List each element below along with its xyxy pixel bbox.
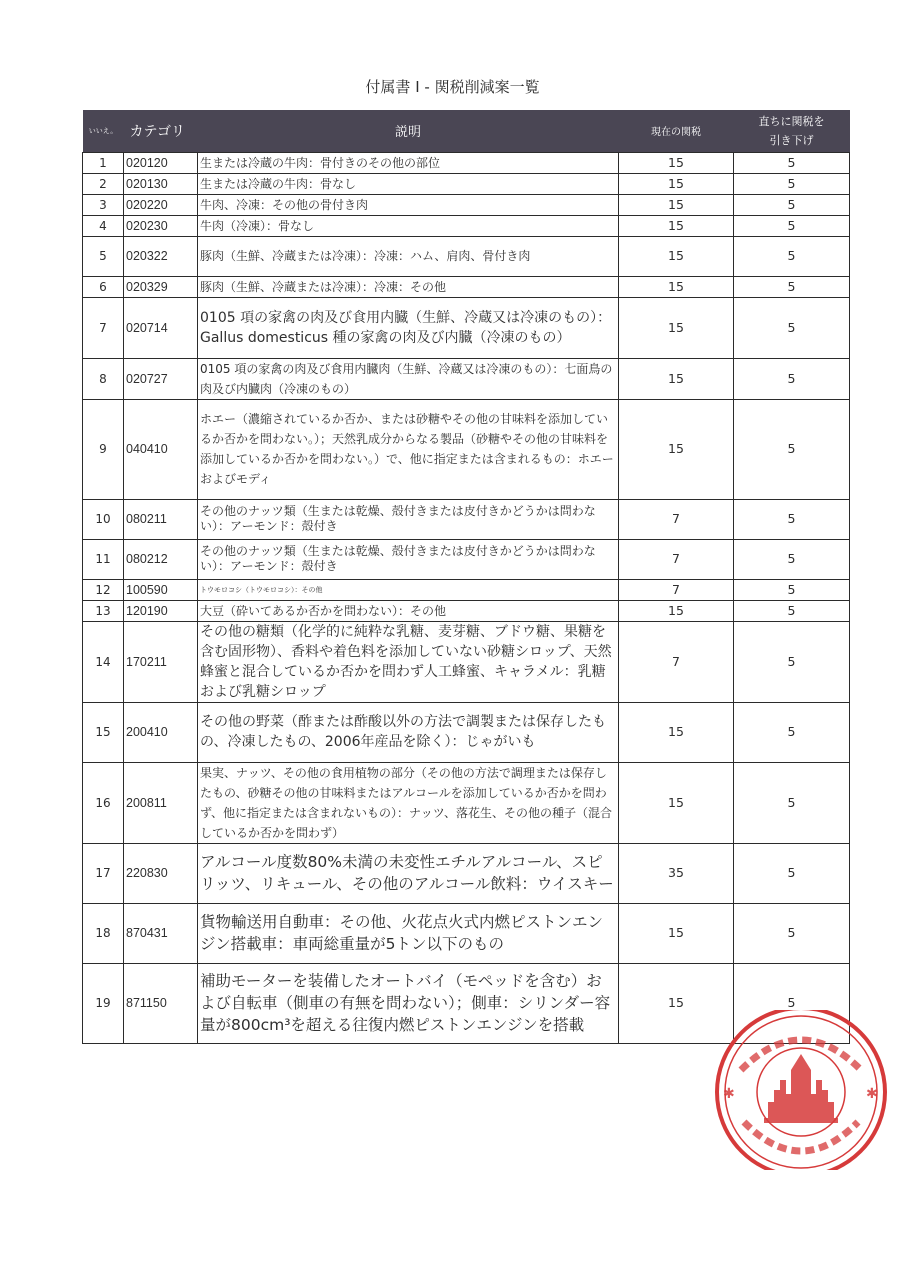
table-row — [83, 276, 850, 297]
row-description: 果実、ナッツ、その他の食用植物の部分（その他の方法で調理または保存したもの、砂糖その他の甘味料またはアルコールを添加しているか否かを問わず、他に指定または含まれないもの）：ナッツ、落花生、その他の種子（混合しているか否かを問わず） — [198, 762, 619, 843]
row-reduced-tariff: 5 — [734, 297, 850, 358]
row-reduced-tariff: 5 — [734, 215, 850, 236]
row-reduced-tariff: 5 — [734, 399, 850, 499]
row-current-tariff: 7 — [619, 499, 734, 539]
row-reduced-tariff: 5 — [734, 702, 850, 762]
row-reduced-tariff: 5 — [734, 276, 850, 297]
row-description: 貨物輸送用自動車：その他、火花点火式内燃ピストンエンジン搭載車：車両総重量が5トン以下のもの — [198, 903, 619, 963]
row-category: 080211 — [124, 499, 198, 539]
header-no: いいえ。 — [88, 126, 118, 135]
row-reduced-tariff: 5 — [734, 621, 850, 702]
row-reduced-tariff: 5 — [734, 762, 850, 843]
row-reduced-tariff: 5 — [734, 173, 850, 194]
header-row — [83, 110, 850, 152]
table-row — [83, 399, 850, 499]
row-category: 020727 — [124, 358, 198, 399]
table-row — [83, 903, 850, 963]
table-row — [83, 297, 850, 358]
row-description: 大豆（砕いてあるか否かを問わない）：その他 — [198, 600, 619, 621]
table-row — [83, 173, 850, 194]
row-no: 1 — [83, 152, 124, 173]
row-description: 豚肉（生鮮、冷蔵または冷凍）：冷凍：ハム、肩肉、骨付き肉 — [198, 236, 619, 276]
row-current-tariff: 15 — [619, 963, 734, 1043]
row-no: 6 — [83, 276, 124, 297]
table-header — [83, 110, 850, 152]
row-current-tariff: 15 — [619, 194, 734, 215]
row-description: 牛肉、冷凍：その他の骨付き肉 — [198, 194, 619, 215]
row-current-tariff: 7 — [619, 539, 734, 579]
row-current-tariff: 15 — [619, 173, 734, 194]
header-reduction-line2: 引き下げ — [769, 133, 814, 147]
row-description: その他のナッツ類（生または乾燥、殻付きまたは皮付きかどうかは問わない）：アーモンド：殻付き — [198, 539, 619, 579]
row-current-tariff: 35 — [619, 843, 734, 903]
row-reduced-tariff: 5 — [734, 963, 850, 1043]
row-current-tariff: 15 — [619, 903, 734, 963]
row-category: 020120 — [124, 152, 198, 173]
table-row — [83, 358, 850, 399]
row-category: 220830 — [124, 843, 198, 903]
row-no: 8 — [83, 358, 124, 399]
row-reduced-tariff: 5 — [734, 843, 850, 903]
table-row — [83, 152, 850, 173]
row-no: 10 — [83, 499, 124, 539]
table-row — [83, 215, 850, 236]
row-description: 生または冷蔵の牛肉：骨付きのその他の部位 — [198, 152, 619, 173]
row-current-tariff: 15 — [619, 215, 734, 236]
row-category: 020230 — [124, 215, 198, 236]
row-current-tariff: 15 — [619, 276, 734, 297]
row-current-tariff: 15 — [619, 236, 734, 276]
row-category: 020130 — [124, 173, 198, 194]
row-current-tariff: 15 — [619, 152, 734, 173]
row-reduced-tariff: 5 — [734, 236, 850, 276]
row-no: 14 — [83, 621, 124, 702]
table-body — [83, 152, 850, 1043]
row-reduced-tariff: 5 — [734, 358, 850, 399]
row-no: 2 — [83, 173, 124, 194]
table-row — [83, 621, 850, 702]
table-row — [83, 499, 850, 539]
svg-text:✱: ✱ — [866, 1086, 878, 1102]
row-description: アルコール度数80%未満の未変性エチルアルコール、スピリッツ、リキュール、その他のアルコール飲料：ウイスキー — [198, 843, 619, 903]
table-row — [83, 600, 850, 621]
row-no: 9 — [83, 399, 124, 499]
row-description: その他の糖類（化学的に純粋な乳糖、麦芽糖、ブドウ糖、果糖を含む固形物）、香料や着色料を添加していない砂糖シロップ、天然蜂蜜と混合しているか否かを問わず人工蜂蜜、キャラメル：乳糖および乳糖シロップ — [198, 621, 619, 702]
header-description: 説明 — [394, 125, 421, 141]
row-description: その他の野菜（酢または酢酸以外の方法で調製または保存したもの、冷凍したもの、2006年産品を除く）：じゃがいも — [198, 702, 619, 762]
row-no: 12 — [83, 579, 124, 600]
row-no: 15 — [83, 702, 124, 762]
row-current-tariff: 15 — [619, 297, 734, 358]
row-category: 040410 — [124, 399, 198, 499]
row-no: 18 — [83, 903, 124, 963]
row-no: 5 — [83, 236, 124, 276]
tariff-reduction-table — [82, 110, 850, 1044]
table-row — [83, 194, 850, 215]
row-description: 生または冷蔵の牛肉：骨なし — [198, 173, 619, 194]
row-category: 080212 — [124, 539, 198, 579]
table-row — [83, 702, 850, 762]
row-category: 120190 — [124, 600, 198, 621]
row-reduced-tariff: 5 — [734, 600, 850, 621]
row-no: 3 — [83, 194, 124, 215]
row-current-tariff: 7 — [619, 579, 734, 600]
row-no: 16 — [83, 762, 124, 843]
table-row — [83, 843, 850, 903]
row-category: 100590 — [124, 579, 198, 600]
row-description: 0105 項の家禽の肉及び食用内臓肉（生鮮、冷蔵又は冷凍のもの）：七面鳥の肉及び内臓肉（冷凍のもの） — [198, 358, 619, 399]
row-category: 170211 — [124, 621, 198, 702]
official-seal-stamp — [706, 1010, 896, 1170]
row-reduced-tariff: 5 — [734, 194, 850, 215]
row-category: 020714 — [124, 297, 198, 358]
row-current-tariff: 15 — [619, 762, 734, 843]
row-reduced-tariff: 5 — [734, 539, 850, 579]
row-category: 020329 — [124, 276, 198, 297]
row-description: 0105 項の家禽の肉及び食用内臓（生鮮、冷蔵又は冷凍のもの）：Gallus domesticus 種の家禽の肉及び内臓（冷凍のもの） — [198, 297, 619, 358]
table-row — [83, 236, 850, 276]
row-category: 870431 — [124, 903, 198, 963]
row-description: 豚肉（生鮮、冷蔵または冷凍）：冷凍：その他 — [198, 276, 619, 297]
row-category: 200410 — [124, 702, 198, 762]
row-category: 020220 — [124, 194, 198, 215]
row-reduced-tariff: 5 — [734, 579, 850, 600]
row-reduced-tariff: 5 — [734, 499, 850, 539]
svg-text:✱: ✱ — [723, 1086, 735, 1102]
row-reduced-tariff: 5 — [734, 152, 850, 173]
table-row — [83, 539, 850, 579]
row-category: 871150 — [124, 963, 198, 1043]
header-immediate-reduction — [734, 110, 850, 152]
row-reduced-tariff: 5 — [734, 903, 850, 963]
row-current-tariff: 7 — [619, 621, 734, 702]
row-category: 020322 — [124, 236, 198, 276]
page-title: 付属書 I - 関税削減案一覧 — [365, 78, 540, 96]
table-row — [83, 579, 850, 600]
row-current-tariff: 15 — [619, 600, 734, 621]
header-current-tariff: 現在の関税 — [651, 127, 701, 139]
row-current-tariff: 15 — [619, 702, 734, 762]
row-description: トウモロコシ（トウモロコシ）：その他 — [198, 579, 619, 600]
row-current-tariff: 15 — [619, 399, 734, 499]
row-no: 11 — [83, 539, 124, 579]
header-reduction-line1: 直ちに関税を — [758, 114, 825, 128]
table-row — [83, 762, 850, 843]
row-no: 7 — [83, 297, 124, 358]
row-category: 200811 — [124, 762, 198, 843]
row-no: 4 — [83, 215, 124, 236]
row-description: 牛肉（冷凍）：骨なし — [198, 215, 619, 236]
row-description: その他のナッツ類（生または乾燥、殻付きまたは皮付きかどうかは問わない）：アーモンド：殻付き — [198, 499, 619, 539]
row-description: ホエー（濃縮されているか否か、または砂糖やその他の甘味料を添加しているか否かを問わない。）；天然乳成分からなる製品（砂糖やその他の甘味料を添加しているか否かを問わない。）で、他に指定または含まれるもの：ホエーおよびモディ — [198, 399, 619, 499]
row-no: 13 — [83, 600, 124, 621]
header-category: カテゴリ — [129, 123, 185, 140]
row-no: 19 — [83, 963, 124, 1043]
row-no: 17 — [83, 843, 124, 903]
row-current-tariff: 15 — [619, 358, 734, 399]
row-description: 補助モーターを装備したオートバイ（モペッドを含む）および自転車（側車の有無を問わない）；側車：シリンダー容量が800cm³を超える往復内燃ピストンエンジンを搭載 — [198, 963, 619, 1043]
